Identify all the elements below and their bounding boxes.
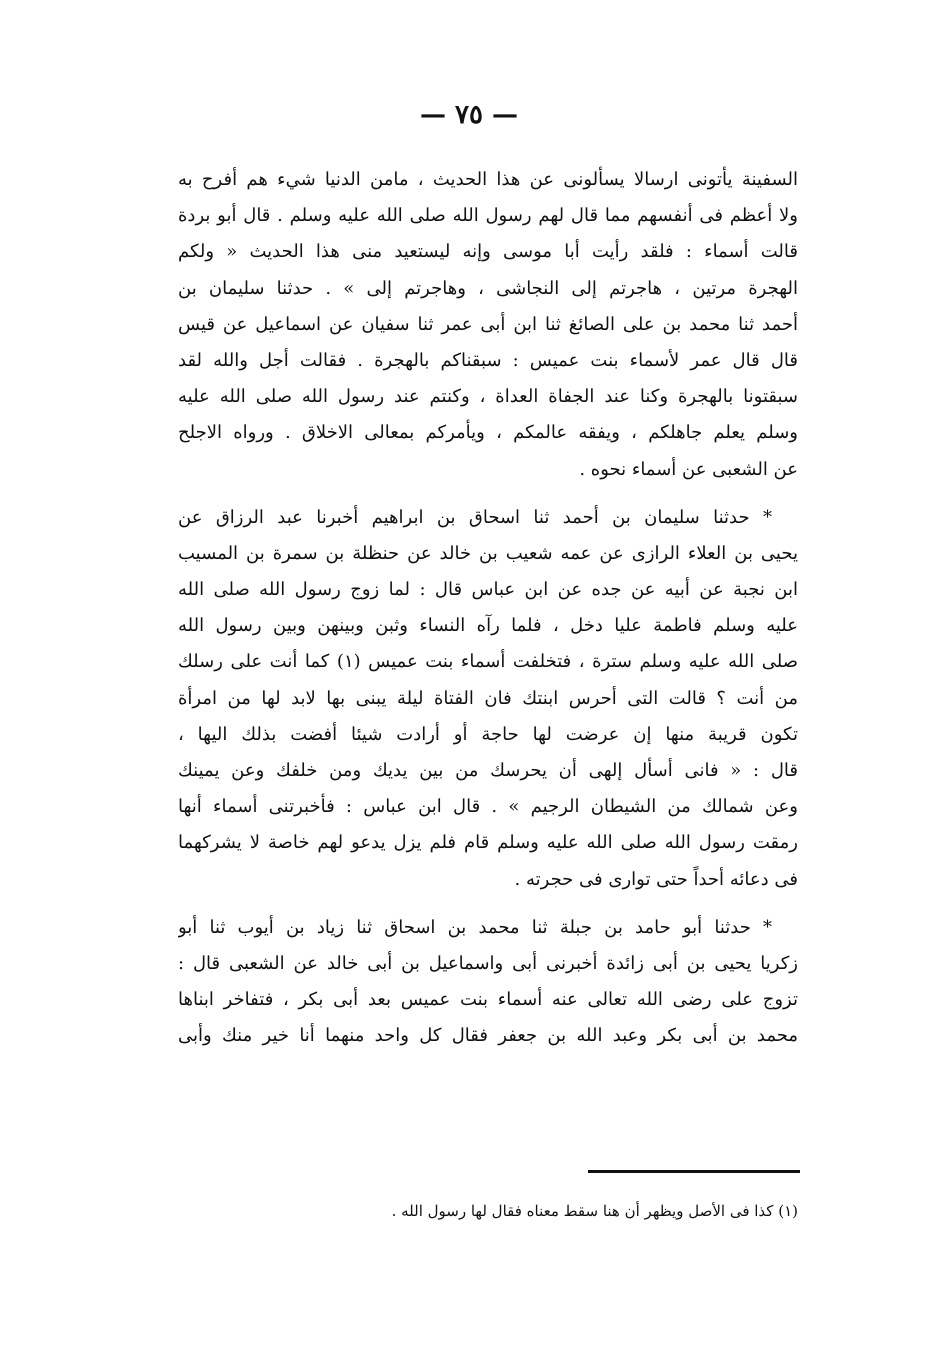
text-line: من أنت ؟ قالت التى أحرس ابنتك فان الفتاة ليلة يبنى بها لابد لها من امرأة: [178, 687, 798, 709]
footnote: (١) كذا فى الأصل ويظهر أن هنا سقط معناه فقال لها رسول الله .: [391, 1202, 798, 1220]
text-line: وعن شمالك من الشيطان الرجيم » . قال ابن عباس : فأخبرتنى أسماء أنها: [178, 796, 798, 818]
text-line: فى دعائه أحداً حتى توارى فى حجرته .: [514, 868, 798, 890]
text-line: سبقتونا بالهجرة وكنا عند الجفاة العداة ، وكنتم عند رسول الله صلى الله عليه: [178, 386, 798, 408]
text-line: محمد بن أبى بكر وعبد الله بن جعفر فقال كل واحد منهما أنا خير منك وأبى: [178, 1025, 798, 1047]
text-line: السفينة يأتونى ارسالا يسألونى عن هذا الحديث ، مامن الدنيا شيء هم أفرح به: [178, 169, 798, 190]
text-line: الهجرة مرتين ، هاجرتم إلى النجاشى ، وهاجرتم إلى » . حدثنا سليمان بن: [178, 277, 798, 299]
text-line: تكون قريبة منها إن عرضت لها حاجة أو أرادت شيئا أفضت بذلك اليها ،: [178, 723, 798, 745]
text-line: صلى الله عليه وسلم سترة ، فتخلفت أسماء بنت عميس (١) كما أنت على رسلك: [178, 651, 798, 673]
text-line: أحمد ثنا محمد بن على الصائغ ثنا ابن أبى عمر ثنا سفيان عن اسماعيل عن قيس: [178, 313, 798, 335]
text-line: عن الشعبى عن أسماء نحوه .: [579, 458, 798, 480]
text-line: تزوج على رضى الله تعالى عنه أسماء بنت عميس بعد أبى بكر ، فتفاخر ابناها: [178, 989, 798, 1011]
text-line: قال قال عمر لأسماء بنت عميس : سبقناكم بالهجرة . فقالت أجل والله لقد: [178, 349, 798, 371]
text-line: رمقت رسول الله صلى الله عليه وسلم قام فلم يزل يدعو لهم خاصة لا يشركهما: [178, 832, 798, 854]
text-line: وسلم يعلم جاهلكم ، ويفقه عالمكم ، ويأمركم بمعالى الاخلاق . ورواه الاجلح: [178, 422, 798, 444]
text-line: * حدثنا أبو حامد بن جبلة ثنا محمد بن اسحاق ثنا زياد بن أيوب ثنا أبو: [178, 916, 772, 938]
paragraph: [178, 500, 798, 898]
paragraph: [178, 910, 798, 1055]
text-line: ابن نجبة عن أبيه عن جده عن ابن عباس قال : لما زوج رسول الله صلى الله: [178, 579, 798, 601]
text-line: قالت أسماء : فلقد رأيت أبا موسى وإنه ليستعيد منى هذا الحديث « ولكم: [178, 241, 798, 263]
paragraph: [178, 162, 798, 488]
paragraph-gap: [178, 898, 798, 910]
text-line: عليه وسلم فاطمة عليا دخل ، فلما رآه النساء وثبن وبينهن وبين رسول الله: [178, 615, 798, 637]
text-line: زكريا يحيى بن أبى زائدة أخبرنى أبى واسماعيل بن أبى خالد عن الشعبى قال :: [178, 952, 798, 974]
text-line: يحيى بن العلاء الرازى عن عمه شعيب بن خالد عن حنظلة بن سمرة بن المسيب: [178, 542, 798, 564]
text-line: * حدثنا سليمان بن أحمد ثنا اسحاق بن ابراهيم أخبرنا عبد الرزاق عن: [178, 506, 772, 528]
page-number: — ٧٥ —: [419, 100, 519, 130]
footnote-divider: [588, 1170, 800, 1173]
body-text: [178, 162, 798, 1055]
paragraph-gap: [178, 488, 798, 500]
text-line: قال : « فانى أسأل إلهى أن يحرسك من بين يديك ومن خلفك وعن يمينك: [178, 760, 798, 781]
text-line: ولا أعظم فى أنفسهم مما قال لهم رسول الله صلى الله عليه وسلم . قال أبو بردة: [178, 205, 798, 227]
